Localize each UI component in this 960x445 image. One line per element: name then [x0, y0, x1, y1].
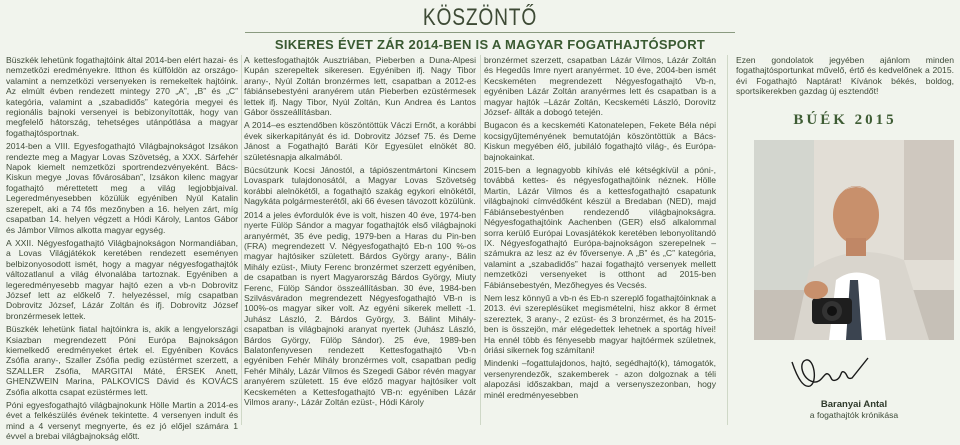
article-headline: SIKERES ÉVET ZÁR 2014-BEN IS A MAGYAR FOGATHAJTÓSPORT: [274, 37, 706, 52]
article-column-1: [6, 55, 238, 445]
article-column-3: [484, 55, 716, 403]
paragraph: Ezen gondolatok jegyében ajánlom minden fogathajtósportunkat művelő, értő és kedvelőnek a 2015. évi Fogathajtó Naptárat! Kívánok békés, boldog, sportsikerekben gazdag új esztendőt!: [736, 55, 954, 97]
article-column-2: [244, 55, 476, 410]
paragraph: Nem lesz könnyű a vb-n és Eb-n szereplő fogathajtóinknak a 2013. évi szereplésüket megismételni, hisz akkor 8 érmet szereztek, 3 arany-, 2 ezüst- és 3 bronzérmet, és ha 2015-ben is összejön, már elégedettek lehetnek a sportág hívei! Ha ennél több és fényesebb magyar hajtóérmek születnek, óriási sikernek fog számítani!: [484, 292, 716, 355]
author-role: a fogathajtók krónikása: [809, 410, 899, 420]
paragraph: Póni egyesfogathajtó világbajnokunk Hölle Martin a 2014-es évet a felkészülés évének tekintette. 4 versenyen indult és mind a 4 versenyt megnyerte, és ez jó előjel számára 1 évvel a brebai világbajnokság előtt.: [6, 400, 238, 442]
signature-image: [784, 350, 874, 394]
paragraph: 2014-ben a VIII. Egyesfogathajtó Világbajnokságot Izsákon rendezte meg a Magyar Lovas Szövetség, a XXX. Sárfehér Napok kiemelt nemzetközi sportrendezvényeként. Bács-Kiskun megye „lovas fővárosában”, Izsákon kilenc magyar fogathajtó mérettetett meg a világ legjobbjaival. Legeredményesebben közülük egyéniben Nyúl Katalin szerepelt, aki a 74 fős mezőnyben a 16. helyen zárt, míg csapatban 14. helyen végzett a Hódi Károly, Lantos Gábor és Jámbor Vilmos alkotta magyar egység.: [6, 141, 238, 235]
paragraph: Búcsútzunk Kocsi Jánostól, a tápiószentmártoni Kincsem Lovaspark tulajdonosától, a Magyar Lovas Szövetség korábbi alelnökétől, a fogathajtó szakág egykori elnökétől, Nagykáta polgármesterétől, aki 66 évesen távozott közülünk.: [244, 165, 476, 207]
column-divider: [727, 55, 728, 425]
paragraph: A XXII. Négyesfogathajtó Világbajnokságon Normandiában, a Lovas Világjátékok keretében rendezett eseményen belbizonyosodott ismét, hogy a magyar négyesfogathajtók változatlanul a világ élvonalába tartoznak. Egyéniben a legeredményesebb magyar hajtó ezen a vb-n Dobrovitz József lett az előkelő 7. helyezéssel, míg csapatban Dobrovitz József, Lázár Zoltán és ifj. Dobrovitz József bronzérmesek lettek.: [6, 237, 238, 321]
paragraph: A 2014–es esztendőben köszöntöttük Váczi Ernőt, a korábbi évek sikerkapitányát és id. Dobrovitz József 75. és Deme Jánost a Fogathajtó Baráti Kör Egyesület elnökét 80. születésnapja alkalmából.: [244, 120, 476, 162]
paragraph: Mindenki –fogattulajdonos, hajtó, segédhajtó(k), támogatók, versenyrendezők, szakemberek - azon dolgoznak a téli alapozási időszakban, majd a versenyszezonban, hogy minél eredményesebben: [484, 358, 716, 400]
paragraph: Büszkék lehetünk fiatal hajtóinkra is, akik a lengyelországi Ksiazban megrendezett Póni Európa Bajnokságon kiemelkedő eredményeket értek el. Egyéniben Kovács Zsófia arany-, Szaller Zsófia pedig ezüstérmet szerzett, a SZALLER Zsófia, MARGITAI Máté, ÉRSEK Anett, GHENZWEIN Marina, PALKOVICS Dávid és KOVÁCS Zsófia alkotta csapat ezüstérmes lett.: [6, 324, 238, 397]
paragraph: A kettesfogathajtók Ausztriában, Pieberben a Duna-Alpesi Kupán szerepeltek sikeresen. Egyéniben ifj. Nagy Tibor arany-, Nyúl Zoltán bronzérmes lett, csapatban a 2012-es fábiánsebestyéni aranyérem után Pieberben ezüstérmesek lettek ifj. Nagy Tibor, Nyúl Zoltán, Kun Andrea és Lantos Gábor összeállításban.: [244, 55, 476, 118]
paragraph: 2014 a jeles évfordulók éve is volt, hiszen 40 éve, 1974-ben nyerte Fülöp Sándor a magyar fogathajtók első világbajnoki aranyérmét, 35 éve pedig, 1979-ben a Haras du Pin-ben (FRA) megrendezett V. Négyesfogathajtó Eb-n 100 %-os magyar hajtósiker született. Bárdos György arany-, Bálin Mihály ezüst-, Miuty Ferenc bronzérmet szerzett egyéniben, de csapatban is nyert Magyarország Bárdos György, Miuty Ferenc, Fülöp Sándor összeállításban. 30 éve, 1984-ben Szilvásváradon megrendezett Négyesfogathajtó VB-n is 100%-os magyar siker volt. Az egyéni sikerek mellett -1. Juhász László, 2. Bárdos György, 3. Bálint Mihály- csapatban is világbajnoki aranyat nyertek (Juhász László, Bárdos György, Fülöp Sándor). 25 éve, 1989-ben Balatonfenyvesen rendezett Kettesfogathajtó Vb-n egyéniben Fehér Mihály bronzérmes volt, csapatban pedig Fehér Mihály, Lázár Vilmos és Szegedi Gábor révén magyar aranyérem született. 15 éve előző magyar hajtósiker volt Kecskeméten a Kettesfogathajtó VB-n: egyéniben Lázár Vilmos arany-, Lázár Zoltán ezüst-, Hódi Károly: [244, 209, 476, 407]
title-divider: [245, 32, 735, 33]
author-name: Baranyai Antal: [820, 399, 888, 410]
page-title: KÖSZÖNTŐ: [422, 4, 538, 31]
paragraph: bronzérmet szerzett, csapatban Lázár Vilmos, Lázár Zoltán és Hegedűs Imre nyert aranyérmet. 10 éve, 2004-ben ismét Kecskeméten megrendezett Négyesfogathajtó Vb-n, egyéniben Lázár Zoltán aranyérmes lett és csapatban is a magyar hajtók –Lázár Zoltán, Kecskeméti László, Dorovitz József- állták a dobogó tetején.: [484, 55, 716, 118]
column-divider: [241, 55, 242, 425]
paragraph: 2015-ben a legnagyobb kihívás elé kétségkívül a póni-, továbbá kettes- és négyesfogathajtóink néznek. Hölle Martin, Lázár Vilmos és a kettesfogathajtó csapatunk világbajnoki címvédőként készül a Bredaban (NED), majd Fábiánsebestyénben rendezendő világbajnokságra. Négyesfogathajtóink Aachenben (GER) első alkalommal sorra kerülő Európai Lovasjátékok keretében lebonyolítandó IX. Négyesfogathajtó Európa-bajnokságon szerepelnek – számukra az lesz az év főversenye. A „B” és „C” kategória, valamint a „szabadidős” hazai fogathajtó versenyek mellett nemzetközi versenyeket is otthont ad 2015-ben Fábiánsebestyén, Mezőhegyes és Vecsés.: [484, 165, 716, 290]
paragraph: Büszkék lehetünk fogathajtóink által 2014-ben elért hazai- és nemzetközi eredményekre. Itthon és külföldön az országo-valamint a nemzetközi versenyeken is remekeltek hajtóink. Az elmúlt évben rendezett mintegy 270 „A”, „B” és „C” kategória, valamint a „szabadidős” kategória megyei és regionális bajnoki versenyei is bebizonyították, hogy van megfelelő hátország, tehetséges utánpótlása a magyar fogathajtósportnak.: [6, 55, 238, 138]
author-photo: [754, 140, 954, 340]
article-column-4: [736, 55, 954, 100]
paragraph: Bugacon és a kecskeméti Katonatelepen, Fekete Béla népi kocsigyűjteményének bemutatóján köszöntöttük a Bács-Kiskun megyében élő, jubiláló fogathajtó világ-, és Európa-bajnokainkat.: [484, 120, 716, 162]
column-divider: [480, 55, 481, 425]
new-year-greeting: BÚÉK 2015: [793, 112, 897, 128]
